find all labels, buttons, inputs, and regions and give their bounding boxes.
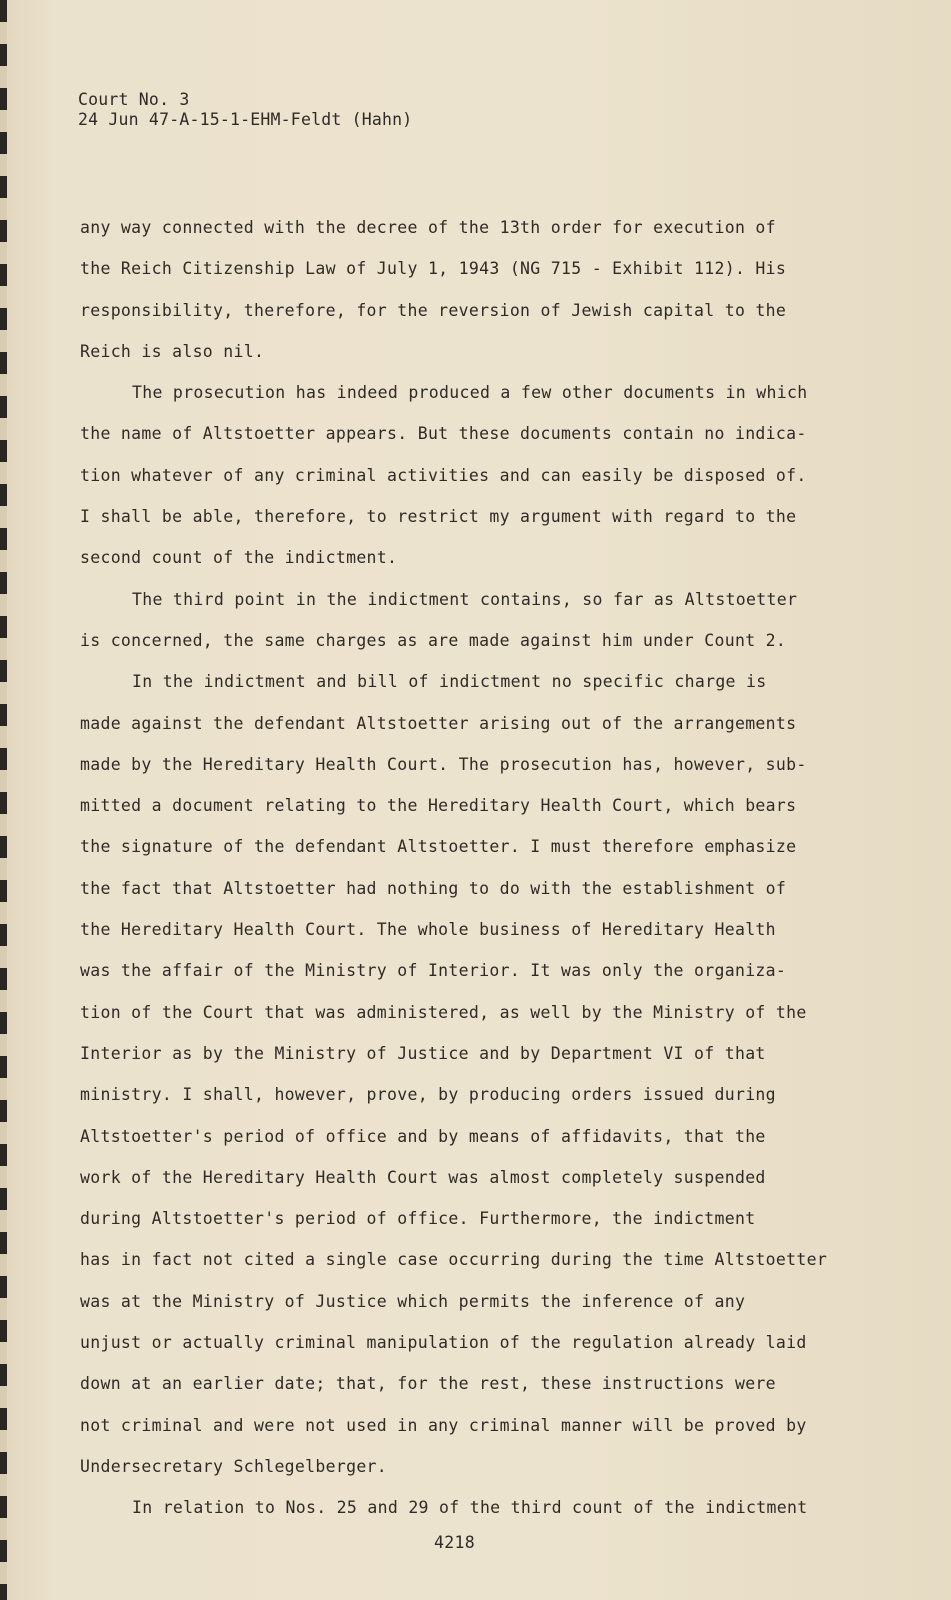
text-line: Undersecretary Schlegelberger. — [80, 1456, 388, 1476]
text-line: tion of the Court that was administered, as well by the Ministry of the — [80, 1002, 807, 1022]
text-line: made against the defendant Altstoetter arising out of the arrangements — [80, 713, 797, 733]
text-line: any way connected with the decree of the 13th order for execution of — [80, 218, 776, 237]
text-line: unjust or actually criminal manipulation of the regulation already laid — [80, 1333, 807, 1353]
text-line: Reich is also nil. — [80, 341, 265, 361]
text-line: responsibility, therefore, for the reversion of Jewish capital to the — [80, 300, 787, 320]
text-line: mitted a document relating to the Hereditary Health Court, which bears — [80, 796, 797, 816]
text-line: second count of the indictment. — [80, 548, 398, 568]
page-number: 4218 — [434, 1533, 475, 1552]
text-line: the name of Altstoetter appears. But these documents contain no indica- — [80, 424, 807, 444]
text-line: tion whatever of any criminal activities and can easily be disposed of. — [80, 465, 807, 485]
binding-edge — [0, 0, 7, 1600]
text-line: the signature of the defendant Altstoetter. I must therefore emphasize — [80, 837, 797, 857]
reference-code: 24 Jun 47-A-15-1-EHM-Feldt (Hahn) — [78, 110, 413, 129]
text-line: work of the Hereditary Health Court was almost completely suspended — [80, 1167, 766, 1187]
text-line: the Hereditary Health Court. The whole business of Hereditary Health — [80, 920, 776, 940]
text-line: the fact that Altstoetter had nothing to do with the establishment of — [80, 878, 787, 898]
text-line: the Reich Citizenship Law of July 1, 1943 (NG 715 - Exhibit 112). His — [80, 259, 787, 279]
text-line: was at the Ministry of Justice which permits the inference of any — [80, 1291, 746, 1311]
paragraph-start: The third point in the indictment contains, so far as Altstoetter — [132, 589, 798, 609]
text-line: Altstoetter's period of office and by means of affidavits, that the — [80, 1126, 766, 1146]
text-line: ministry. I shall, however, prove, by producing orders issued during — [80, 1085, 776, 1105]
paragraph-start: In relation to Nos. 25 and 29 of the third count of the indictment — [132, 1498, 808, 1518]
text-line: Interior as by the Ministry of Justice and by Department VI of that — [80, 1043, 766, 1063]
text-line: is concerned, the same charges as are made against him under Count 2. — [80, 630, 787, 650]
paragraph-start: The prosecution has indeed produced a few other documents in which — [132, 383, 808, 403]
document-header — [78, 90, 412, 130]
text-line: down at an earlier date; that, for the rest, these instructions were — [80, 1374, 776, 1394]
paragraph-start: In the indictment and bill of indictment no specific charge is — [132, 672, 767, 692]
text-line: has in fact not cited a single case occurring during the time Altstoetter — [80, 1250, 828, 1270]
text-line: not criminal and were not used in any criminal manner will be proved by — [80, 1415, 807, 1435]
text-line: was the affair of the Ministry of Interior. It was only the organiza- — [80, 961, 787, 981]
body-text — [80, 207, 850, 1529]
court-label: Court No. 3 — [78, 90, 190, 109]
text-line: made by the Hereditary Health Court. The prosecution has, however, sub- — [80, 754, 807, 774]
text-line: during Altstoetter's period of office. Furthermore, the indictment — [80, 1209, 756, 1229]
text-line: I shall be able, therefore, to restrict my argument with regard to the — [80, 507, 797, 527]
